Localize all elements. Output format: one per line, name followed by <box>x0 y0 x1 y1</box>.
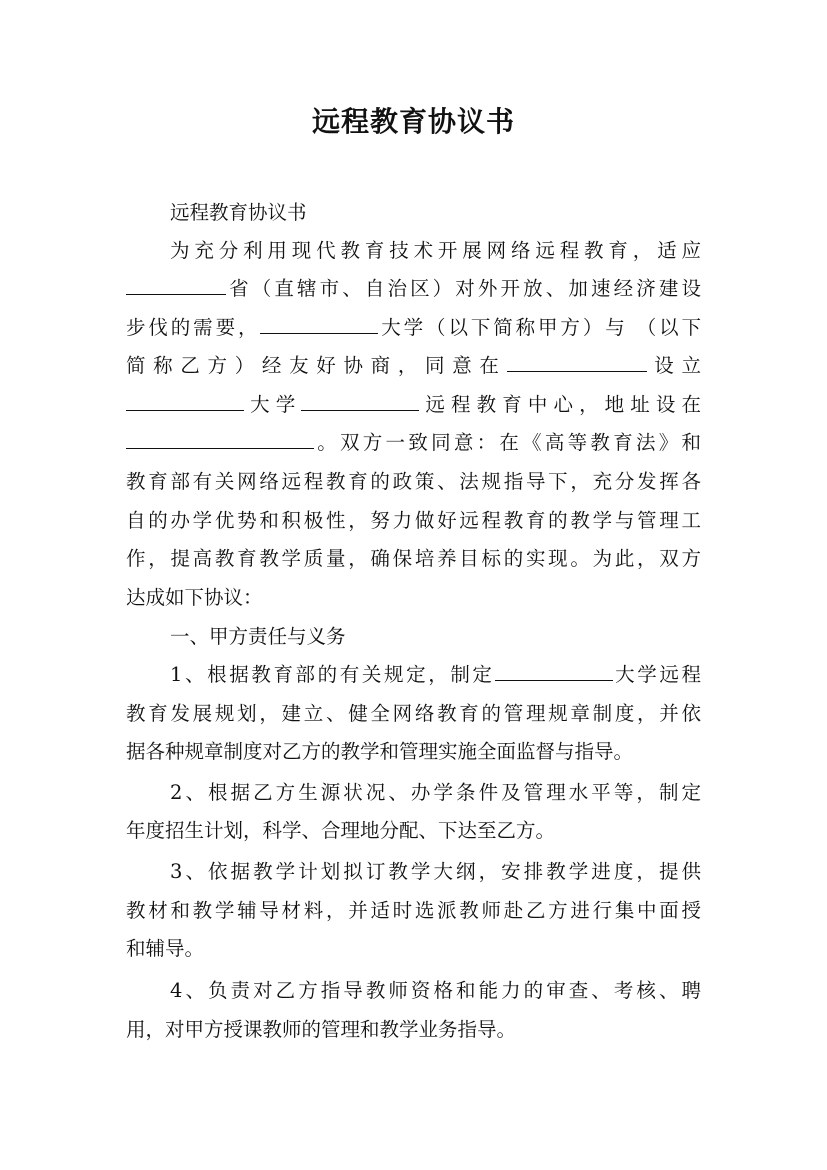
text-line: 教育部有关网络远程教育的政策、法规指导下，充分发挥各 <box>126 470 701 493</box>
text-line <box>126 313 701 343</box>
text-line: 4、负责对乙方指导教师资格和能力的审查、考核、聘 <box>170 979 701 1002</box>
text-line: 教材和教学辅导材料，并适时选派教师赴乙方进行集中面授 <box>126 899 701 922</box>
document-title: 远程教育协议书 <box>311 105 515 138</box>
text-line <box>126 274 701 304</box>
text-line: 用，对甲方授课教师的管理和教学业务指导。 <box>126 1018 517 1041</box>
text-line <box>126 351 701 381</box>
text-line <box>126 428 701 458</box>
line-text: 大学 <box>244 393 302 416</box>
text-line: 2、根据乙方生源状况、办学条件及管理水平等，制定 <box>170 781 701 804</box>
text-line: 教育发展规划，建立、健全网络教育的管理规章制度，并依 <box>126 702 701 725</box>
blank-field <box>301 390 419 411</box>
blank-field <box>495 660 613 681</box>
document-subtitle: 远程教育协议书 <box>170 201 307 224</box>
text-line: 年度招生计划，科学、合理地分配、下达至乙方。 <box>126 819 556 842</box>
blank-field <box>126 428 314 449</box>
text-line: 作，提高教育教学质量，确保培养目标的实现。为此，双方 <box>126 547 701 570</box>
text-line <box>170 660 701 690</box>
text-line: 3、依据教学计划拟订教学大纲，安排教学进度，提供 <box>170 860 701 883</box>
line-text: 。双方一致同意：在《高等教育法》和 <box>314 431 701 454</box>
line-text: 省（直辖市、自治区）对外开放、加速经济建设 <box>226 277 701 300</box>
blank-field <box>126 274 226 295</box>
line-text: 大学远程 <box>612 663 701 686</box>
text-line: 达成如下协议： <box>126 586 263 609</box>
text-line: 和辅导。 <box>126 937 205 960</box>
text-line: 自的办学优势和积极性，努力做好远程教育的教学与管理工 <box>126 509 701 532</box>
blank-field <box>126 390 244 411</box>
section-heading: 一、甲方责任与义务 <box>170 625 346 648</box>
text-line: 据各种规章制度对乙方的教学和管理实施全面监督与指导。 <box>126 740 634 763</box>
blank-field <box>507 351 647 372</box>
line-text: 设立 <box>646 354 701 377</box>
line-text: 步伐的需要， <box>126 316 261 339</box>
blank-field <box>260 313 378 334</box>
line-text: 1、根据教育部的有关规定，制定 <box>170 663 495 686</box>
line-text: 大学（以下简称甲方）与 （以下 <box>378 316 701 339</box>
text-line: 为充分利用现代教育技术开展网络远程教育，适应 <box>170 239 701 262</box>
text-line <box>126 390 701 420</box>
line-text: 简称乙方）经友好协商，同意在 <box>126 354 507 377</box>
line-text: 远程教育中心，地址设在 <box>419 393 701 416</box>
